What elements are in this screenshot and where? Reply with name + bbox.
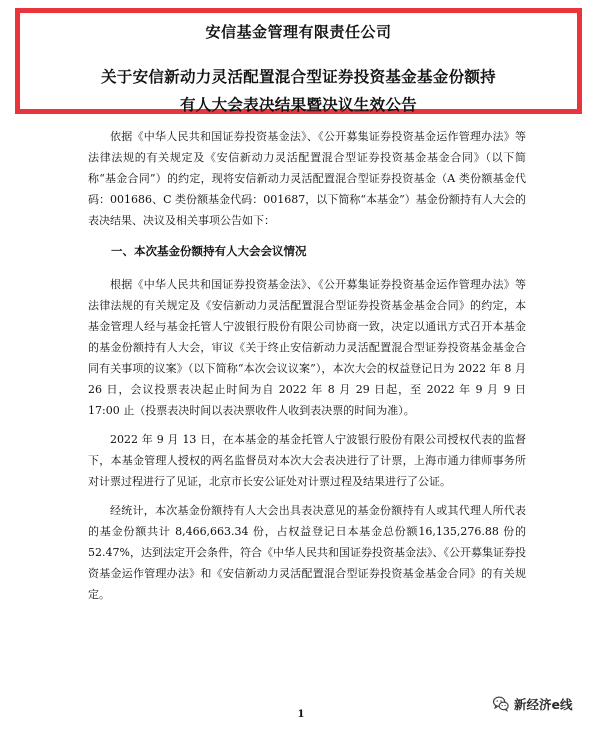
- meeting-paragraph-3: 经统计，本次基金份额持有人大会出具表决意见的基金份额持有人或其代理人所代表的基金份额共计 8,466,663.34 份，占权益登记日本基金总份额16,135,276.88 份的 52.47%，达到法定开会条件，符合《中华人民共和国证券投资基金法》、《公开募集证券投资基金运作管理办法》和《安信新动力灵活配置混合型证券投资基金基金合同》的有关规定。: [88, 504, 526, 601]
- page-number: 1: [297, 709, 305, 720]
- meeting-paragraph-1: 根据《中华人民共和国证券投资基金法》、《公开募集证券投资基金运作管理办法》等法律法规的有关规定及《安信新动力灵活配置混合型证券投资基金基金合同》的约定，本基金管理人经与基金托管人宁波银行股份有限公司协商一致，决定以通讯方式召开本基金的基金份额持有人大会，审议《关于终止安信新动力灵活配置混合型证券投资基金基金合同有关事项的议案》（以下简称“本次会议议案”），本次大会的权益登记日为 2022 年 8 月 26 日，会议投票表决起止时间为自 2022 年 8 月 29 日起，至 2022 年 9 月 9 日 17:00 止（投票表决时间以表决票收件人收到表决票的时间为准）。: [88, 278, 526, 417]
- intro-paragraph: 依据《中华人民共和国证券投资基金法》、《公开募集证券投资基金运作管理办法》等法律法规的有关规定及《安信新动力灵活配置混合型证券投资基金基金合同》（以下简称“基金合同”）的约定，现将安信新动力灵活配置混合型证券投资基金（A 类份额基金代码：001686、C 类份额基金代码：001687，以下简称“本基金”）基金份额持有人大会的表决结果、决议及相关事项公告如下：: [88, 130, 526, 227]
- document-body: [88, 126, 526, 605]
- company-name: 安信基金管理有限责任公司: [205, 23, 392, 41]
- watermark-text: 新经济e线: [514, 697, 573, 712]
- section-1-heading: 一、本次基金份额持有人大会会议情况: [111, 244, 307, 258]
- document-title-line-1: 关于安信新动力灵活配置混合型证券投资基金基金份额持: [100, 68, 496, 86]
- title-box: [15, 8, 582, 114]
- wechat-logo-icon: [492, 695, 510, 713]
- watermark: [492, 694, 572, 714]
- meeting-paragraph-2: 2022 年 9 月 13 日，在本基金的基金托管人宁波银行股份有限公司授权代表的监督下，本基金管理人授权的两名监督员对本次大会表决进行了计票，上海市通力律师事务所对计票过程进行了见证，北京市长安公证处对计票过程及结果进行了公证。: [88, 433, 526, 488]
- document-title-line-2: 有人大会表决结果暨决议生效公告: [179, 96, 417, 114]
